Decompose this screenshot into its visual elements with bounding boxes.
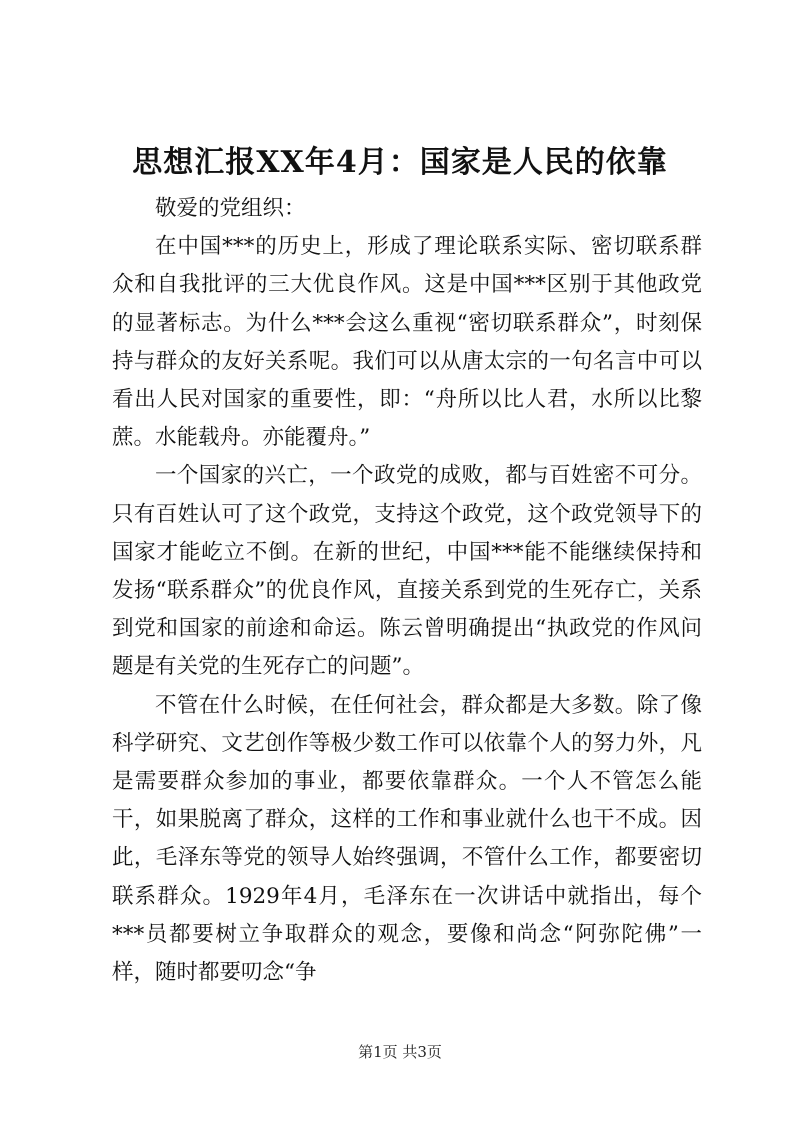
paragraph-3: 不管在什么时候，在任何社会，群众都是大多数。除了像科学研究、文艺创作等极少数工作可以依靠个人的努力外，凡是需要群众参加的事业，都要依靠群众。一个人不管怎么能干，如果脱离了群众，这样的工作和事业就什么也干不成。因此，毛泽东等党的领导人始终强调，不管什么工作，都要密切联系群众。1929年4月，毛泽东在一次讲话中就指出，每个***员都要树立争取群众的观念，要像和尚念“阿弥陀佛”一样，随时都要叨念“争 bbox=[112, 692, 702, 986]
paragraph-1: 在中国***的历史上，形成了理论联系实际、密切联系群众和自我批评的三大优良作风。这是中国***区别于其他政党的显著标志。为什么***会这么重视“密切联系群众”，时刻保持与群众的友好关系呢。我们可以从唐太宗的一句名言中可以看出人民对国家的重要性，即：“舟所以比人君，水所以比黎蔗。水能载舟。亦能覆舟。” bbox=[112, 234, 702, 451]
document-body bbox=[112, 190, 702, 992]
page-number-footer: 第1页 共3页 bbox=[358, 1043, 442, 1061]
document-title: 思想汇报XX年4月：国家是人民的依靠 bbox=[132, 145, 668, 180]
paragraph-2: 一个国家的兴亡，一个政党的成败，都与百姓密不可分。只有百姓认可了这个政党，支持这个政党，这个政党领导下的国家才能屹立不倒。在新的世纪，中国***能不能继续保持和发扬“联系群众”的优良作风，直接关系到党的生死存亡，关系到党和国家的前途和命运。陈云曾明确提出“执政党的作风问题是有关党的生死存亡的问题”。 bbox=[112, 463, 702, 680]
greeting: 敬爱的党组织： bbox=[155, 196, 306, 221]
